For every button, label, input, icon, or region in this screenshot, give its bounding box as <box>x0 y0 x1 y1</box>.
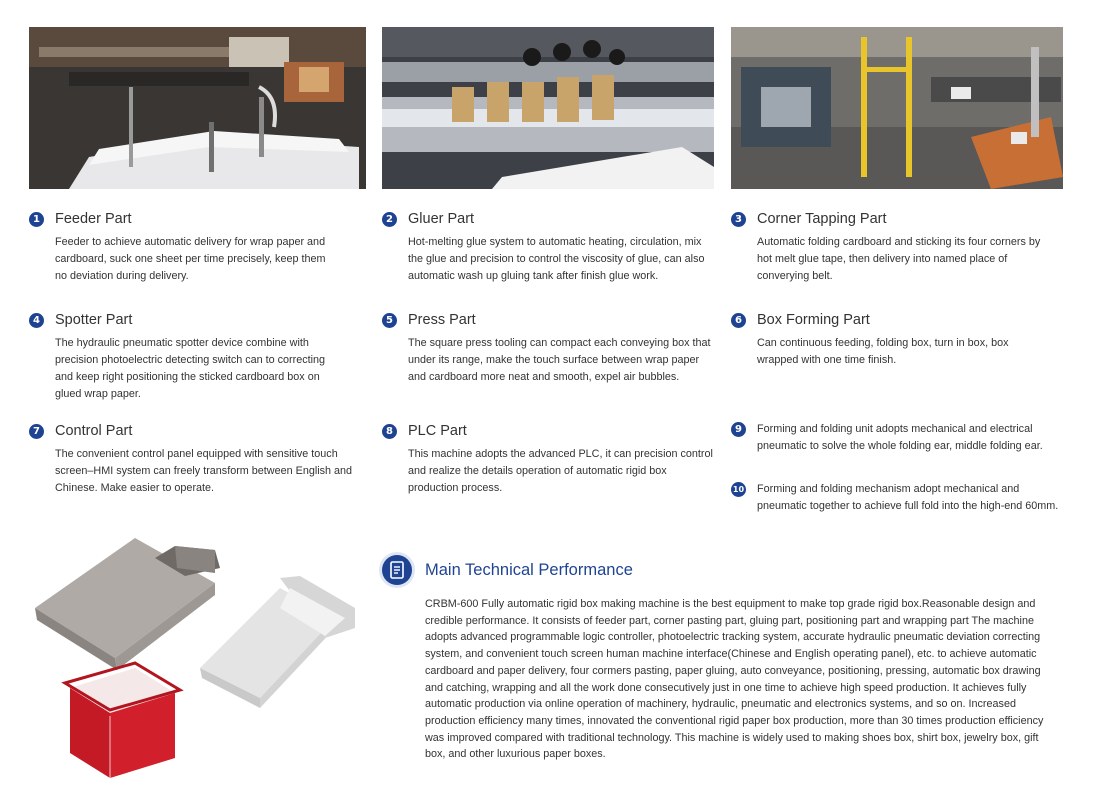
section-corner-tapping <box>731 209 1051 285</box>
section-box-forming <box>731 310 1031 369</box>
number-badge: 7 <box>29 424 44 439</box>
section-press <box>382 310 717 386</box>
section-title: Box Forming Part <box>757 312 870 328</box>
section-text: The hydraulic pneumatic spotter device combine with precision photoelectric detecting switch can to correcting and keep right positioning the sticked cardboard box on glued wrap paper. <box>55 337 326 400</box>
section-feeder <box>29 209 339 285</box>
section-title: Spotter Part <box>55 312 133 328</box>
feeder-photo <box>29 27 366 189</box>
main-description: CRBM-600 Fully automatic rigid box making machine is the best equipment to make top grade rigid box.Reasonable design and credible performance. It consists of feeder part, corner pasting part, gluing part, positioning part and wrapping part The machine adopts advanced programmable logic controller, photoelectric tracking system, accurate hydraulic pneumatic deviation correcting system, and convenient touch screen human machine interface(Chinese and English operating panel), etc. to achieve automatic cardboard and paper delivery, four cormers pasting, paper gluing, auto conveyance, positioning, pressing, automatic box drawing and catching, wrapping and all the work done consecutively just in one time to achieve high speed production. It achieves fully automatic production via online operation of machinery, hydraulic, pneumatic and electronics systems, and so on. Increased production efficiency many times, innovated the conventional rigid paper box production, more than 30 times production efficiency was improved compared with traditional technology. This machine is widely used to making shoes box, shirt box, jewelry box, gift box, and other luxurious paper boxes. <box>425 598 1044 761</box>
document-icon <box>382 555 412 585</box>
section-text: Can continuous feeding, folding box, turn in box, box wrapped with one time finish. <box>757 337 1009 366</box>
item-text: Forming and folding mechanism adopt mechanical and pneumatic together to achieve full fold into the high-end 60mm. <box>757 483 1059 512</box>
corner-photo <box>731 27 1063 189</box>
number-badge: 3 <box>731 212 746 227</box>
number-badge: 5 <box>382 313 397 328</box>
number-badge: 8 <box>382 424 397 439</box>
section-text: The convenient control panel equipped with sensitive touch screen–HMI system can freely transform between English and Chinese. Make easier to operate. <box>55 448 353 494</box>
section-text: The square press tooling can compact each conveying box that under its range, make the touch surface between wrap paper and cardboard more neat and smooth, expel air bubbles. <box>408 337 711 383</box>
item-text: Forming and folding unit adopts mechanical and electrical pneumatic to solve the whole folding ear, middle folding ear. <box>757 423 1043 452</box>
section-title: Press Part <box>408 312 476 328</box>
gluer-photo <box>382 27 714 189</box>
section-plc <box>382 421 717 497</box>
section-spotter <box>29 310 339 403</box>
section-title: Feeder Part <box>55 211 132 227</box>
main-title: Main Technical Performance <box>425 560 633 579</box>
section-text: This machine adopts the advanced PLC, it can precision control and realize the details operation of automatic rigid box production process. <box>408 448 713 494</box>
item-forming-mechanism <box>731 481 1071 515</box>
section-text: Automatic folding cardboard and sticking its four corners by hot melt glue tape, then delivery into named place of converying belt. <box>757 236 1041 282</box>
section-title: Gluer Part <box>408 211 475 227</box>
main-performance-header <box>382 555 633 585</box>
rigid-boxes-illustration <box>25 528 365 788</box>
section-title: Control Part <box>55 423 133 439</box>
number-badge: 4 <box>29 313 44 328</box>
number-badge: 6 <box>731 313 746 328</box>
number-badge: 2 <box>382 212 397 227</box>
section-title: PLC Part <box>408 423 467 439</box>
section-title: Corner Tapping Part <box>757 211 887 227</box>
number-badge: 1 <box>29 212 44 227</box>
item-forming-unit <box>731 421 1061 455</box>
number-badge: 10 <box>731 482 746 497</box>
section-gluer <box>382 209 717 285</box>
section-control <box>29 421 364 497</box>
section-text: Hot-melting glue system to automatic heating, circulation, mix the glue and precision to control the viscosity of glue, can also automatic wash up gluing tank after finish glue work. <box>408 236 705 282</box>
number-badge: 9 <box>731 422 746 437</box>
section-text: Feeder to achieve automatic delivery for wrap paper and cardboard, suck one sheet per time precisely, keep them no deviation during delivery. <box>55 236 326 282</box>
